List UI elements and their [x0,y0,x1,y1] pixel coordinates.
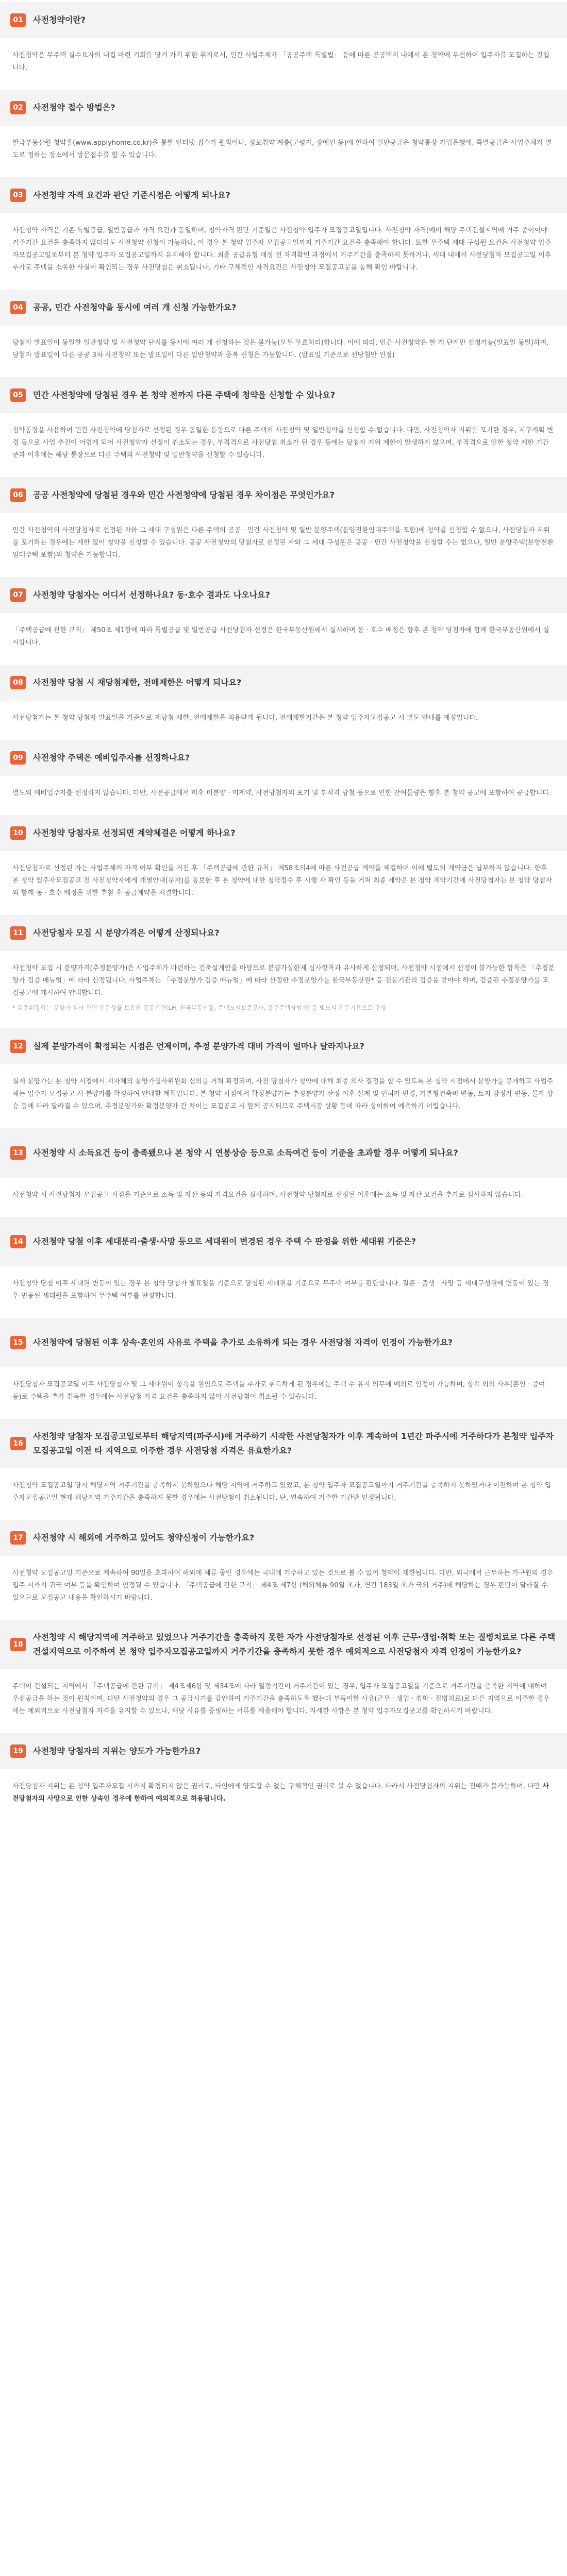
faq-answer [0,213,567,290]
faq-number-badge: 04 [10,301,26,314]
faq-question-text: 사전청약 주택은 예비입주자를 선정하나요? [33,753,190,762]
faq-question-bar[interactable] [0,665,567,701]
faq-answer-text: 한국부동산원 청약홈(www.applyhome.co.kr)을 통한 인터넷 접수가 원칙이나, 정보취약 계층(고령자, 장애인 등)에 한하여 일반공급은 청약통장 가입은행에, 특별공급은 사업주체가 별도로 정하는 장소에서 방문접수를 할 수 있습니다. [12,139,552,159]
faq-number-badge: 12 [10,1040,26,1053]
faq-question-text: 사전청약 당첨 이후 세대분리·출생·사망 등으로 세대원이 변경된 경우 주택 수 판정을 위한 세대원 기준은? [33,1236,416,1246]
faq-number-badge: 08 [10,676,26,689]
faq-answer-text: 「주택공급에 관한 규칙」 제50조 제1항에 따라 특별공급 및 일반공급 사전당첨자 선정은 한국부동산원에서 실시하며 동 · 호수 배정은 향후 본 청약 당첨자에 함께 한국부동산원에서 실시합니다. [12,626,549,647]
faq-question-text: 사전청약 당첨자는 어디서 선정하나요? 동·호수 결과도 나오나요? [33,590,270,600]
faq-answer [0,1064,567,1128]
faq-question-text: 사전청약 당첨자 모집공고일로부터 해당지역(파주시)에 거주하기 시작한 사전당첨자가 이후 계속하여 1년간 파주시에 거주하다가 본청약 입주자모집공고일 이전 타 지역으로 이주한 경우 사전당첨 자격은 유효한가요? [33,1431,554,1455]
faq-answer [0,513,567,577]
faq-item [0,1520,567,1620]
faq-answer-text: 사전청약은 무주택 실수요자의 내집 마련 기회를 당겨 가기 위한 취지로서, 민간 사업주체가 「공공주택 특별법」 등에 따른 공공택지 내에서 본 청약에 우선하여 입주자를 모집하는 것입니다. [12,52,549,72]
faq-question-bar[interactable] [0,290,567,326]
faq-question-bar[interactable] [0,815,567,851]
faq-answer [0,1669,567,1733]
faq-answer [0,851,567,915]
faq-question-text: 사전청약 시 해외에 거주하고 있어도 청약신청이 가능한가요? [33,1533,255,1543]
faq-question-bar[interactable] [0,377,567,413]
faq-question-text: 사전청약 당첨자의 지위는 양도가 가능한가요? [33,1746,201,1756]
faq-answer-text: 주택이 건설되는 지역에서 「주택공급에 관한 규칙」 제4조제6항 및 제34조에 따라 일정기간이 거주기간이 있는 경우, 입주자 모집공고일을 기준으로 거주기간을 충족한 지역에 대하여 우선공급을 하는 것이 원칙이며, 다만 사전청약의 경우 그 공급시기를 감안하여 거주기간을 충족하도록 했는데 부득이한 사유(근무 · 생업 · 취학 · 질병치료)로 다른 지역으로 이주한 경우에는 예외적으로 사전당첨자 자격을 유지할 수 있으나, 해당 사유를 증빙하는 서류를 제출해야 합니다. 자세한 사항은 본 청약 입주자모집공고를 확인하시기 바랍니다. [12,1683,550,1715]
faq-number-badge: 07 [10,588,26,602]
faq-question-text: 사전청약 당첨 시 재당첨제한, 전매제한은 어떻게 되나요? [33,677,242,687]
faq-item [0,1217,567,1318]
faq-number-badge: 05 [10,388,26,402]
faq-answer [0,1178,567,1217]
faq-item [0,915,567,1028]
faq-question-text: 공공 사전청약에 당첨된 경우와 민간 사전청약에 당첨된 경우 차이점은 무엇인가요? [33,490,335,500]
faq-answer-text: 당첨자 발표일이 동일한 일반청약 및 사전청약 단지를 동시에 여러 개 신청하는 것은 불가능(모두 무효처리)합니다. 이에 따라, 민간 사전청약은 한 개 단지만 신청가능(발표일 동일)하며, 당첨자 발표일이 다른 공공 3차 사전청약 또는 발표일이 다른 일반청약과 중복 신청은 가능합니다. (발표일 기준으로 선당첨만 인정) [12,339,549,359]
faq-answer-text: 사전당첨자 모집공고일 이후 사전당첨자 및 그 세대원이 상속을 원인으로 주택을 추가로 취득하게 된 경우에는 주택 수 유지 의무에 예외로 인정이 가능하며, 상속 외의 사유(혼인 · 증여 등)로 주택을 추가 취득한 경우에는 사전당첨 자격 요건을 충족하지 않아 사전당첨이 취소될 수 있습니다. [12,1381,545,1401]
faq-question-text: 민간 사전청약에 당첨된 경우 본 청약 전까지 다른 주택에 청약을 신청할 수 있나요? [33,390,336,400]
faq-question-bar[interactable] [0,1733,567,1769]
faq-answer-text: 사전당첨자 지위는 본 청약 입주자모집 시까지 확정되지 않은 권리로, 타인에게 양도할 수 없는 구체적인 권리로 볼 수 없습니다. 따라서 사전당첨자의 지위는 전매가 불가능하며, 다만 [12,1783,543,1790]
faq-number-badge: 02 [10,101,26,114]
faq-item [0,1028,567,1128]
faq-question-bar[interactable] [0,1028,567,1064]
faq-question-bar[interactable] [0,1318,567,1367]
faq-answer [0,613,567,665]
faq-item [0,1733,567,1821]
faq-number-badge: 11 [10,926,26,940]
faq-number-badge: 19 [10,1744,26,1758]
faq-item [0,2,567,90]
faq-number-badge: 06 [10,488,26,502]
faq-question-text: 사전청약 자격 요건과 판단 기준시점은 어떻게 되나요? [33,190,230,200]
faq-answer [0,1266,567,1318]
faq-number-badge: 09 [10,751,26,765]
faq-answer-text: 민간 사전청약의 사전당첨자로 선정된 자와 그 세대 구성원은 다른 주택의 공공 · 민간 사전청약 및 일반 분양주택(분양전환임대주택을 포함)에 청약을 신청할 수 없으나, 사전당첨자 지위를 포기하는 경우에는 제한 없이 청약을 신청할 수 있습니다. 공공 사전청약의 당첨자로 선정된 자와 그 세대 구성원은 공공 · 민간 사전청약을 신청할 수는 없으나, 일반 분양주택(분양전환 임대주택 포함)의 청약은 가능합니다. [12,527,554,559]
faq-question-text: 사전청약 시 소득요건 등이 충족됐으나 본 청약 시 연봉상승 등으로 소득여건 등이 기준을 초과할 경우 어떻게 되나요? [33,1148,458,1158]
faq-number-badge: 18 [10,1638,26,1651]
faq-question-bar[interactable] [0,915,567,951]
faq-item [0,815,567,915]
faq-item [0,1620,567,1733]
faq-question-bar[interactable] [0,577,567,613]
faq-question-bar[interactable] [0,2,567,38]
faq-question-bar[interactable] [0,1520,567,1556]
faq-item [0,1318,567,1419]
faq-question-bar[interactable] [0,477,567,513]
faq-answer-text: 별도의 예비입주자를 선정하지 않습니다. 다만, 사전공급에서 미후 미분양 · 미계약, 사전당첨자의 포기 및 부적격 당첨 등으로 인한 잔여물량은 향후 본 청약 공고에 포함하여 공급합니다. [12,789,551,797]
faq-answer-text: 사전당첨자로 선정된 자는 사업주체의 자격 여부 확인을 거친 후 「주택공급에 관한 규칙」 제58조의4에 따른 사전공급 계약을 체결하며 이에 별도의 계약금은 납부하지 않습니다. 향후 본 청약 입주자모집공고 전 사전청약자에게 개별안내(문자)를 통보한 후 본 청약에 대한 청약접수 후 시행 자 확인 등을 거쳐 최종 계약은 본 청약 계약기간에 사전당첨자는 본 청약 당첨자와 함께 동 · 호수 배정을 위한 추첨 후 공급계약을 체결합니다. [12,865,552,897]
faq-item [0,577,567,665]
faq-answer [0,38,567,90]
faq-question-text: 실제 분양가격이 확정되는 시점은 언제이며, 추정 분양가격 대비 가격이 얼마나 달라지나요? [33,1041,364,1051]
faq-answer [0,1367,567,1419]
faq-item [0,90,567,177]
faq-question-bar[interactable] [0,1620,567,1669]
faq-answer-note: * 검증위원회는 분양가 심사 관련 전문성을 보유한 공공기관(LH, 한국부동산원, 주택도시보증공사, 공공주택사업자) 등 별도의 전문기관으로 구성 [12,1004,387,1011]
faq-answer-text: 사전청약 당첨 이후 세대원 변동이 있는 경우 본 청약 당첨자 발표일을 기준으로 당첨된 세대원을 기준으로 무주택 여부를 판단합니다. 결혼 · 출생 · 사망 등 세대구성원에 변동이 있는 경우 변동된 세대원을 포함하여 무주택 여부를 판정합니다. [12,1280,549,1300]
faq-answer-text: 사전청약 시 사전당첨자 모집공고 시점을 기준으로 소득 및 자산 등의 자격요건을 심사하며, 사전청약 당첨자로 선정된 이후에는 소득 및 자산 요건을 추가로 심사하지 않습니다. [12,1191,523,1199]
faq-item [0,740,567,815]
faq-question-text: 사전당첨자 모집 시 분양가격은 어떻게 산정되나요? [33,928,220,938]
faq-question-bar[interactable] [0,90,567,126]
faq-question-text: 사전청약 접수 방법은? [33,103,115,112]
faq-question-bar[interactable] [0,1128,567,1178]
faq-item [0,477,567,577]
faq-question-bar[interactable] [0,740,567,776]
faq-number-badge: 01 [10,13,26,27]
faq-question-text: 사전청약에 당첨된 이후 상속·혼인의 사유로 주택을 추가로 소유하게 되는 경우 사전당첨 자격이 인정이 가능한가요? [33,1337,453,1347]
faq-question-bar[interactable] [0,1217,567,1266]
faq-answer [0,326,567,377]
faq-question-text: 사전청약 당첨자로 선정되면 계약체결은 어떻게 하나요? [33,828,236,838]
faq-answer-text: 청약통장을 사용하여 민간 사전청약에 당첨자로 선정된 경우 동일한 통장으로 다른 주택의 사전청약 및 일반청약을 신청할 수 없습니다. 다만, 사전청약자 지위를 포기한 경우, 지구계획 변경 등으로 사업 추진이 어렵게 되어 사전청약자 선정이 취소되는 경우, 부적격으로 사전당첨 취소가 된 경우 등에는 당첨자 지위 제한이 발생하지 않으며, 부적격으로 인한 청약 제한 기간 준과 이후에는 해당 통장으로 다른 주택의 사전청약 및 일반청약을 신청할 수 있습니다. [12,427,554,459]
faq-number-badge: 03 [10,189,26,202]
faq-number-badge: 17 [10,1531,26,1545]
faq-number-badge: 13 [10,1146,26,1160]
faq-answer [0,776,567,815]
faq-answer-text: 사전청약 자격은 기존 특별공급, 일반공급과 자격 요건과 동일하며, 청약자격 판단 기준일은 사전청약 입주자 모집공고일입니다. 사전청약 자격(예비 해당 주택건설지역에 거주 중이어야 거주기간 요건을 충족하지 않더라도 사전청약 신청이 가능하나, 이 경우 본 청약 입주자 모집공고일까지 거주기간 요건을 충족해야 합니다. 또한 무주택 세대 구성원 요건은 사전청약 입주자모집공고일로부터 본 청약 입주자 모집공고일까지 유지해야 합니다. 최종 공급유형 배정 전 자격확인 과정에서 거주기간을 충족하지 못하거나, 세대 내에서 사전당첨자 모집공고일 이후 추가로 주택을 소유한 사실이 확인되는 경우 사전당첨은 취소됩니다. 기타 구체적인 자격요건은 사전청약 모집공고문을 통해 확인 바랍니다. [12,227,552,272]
faq-item [0,1419,567,1520]
faq-item [0,177,567,290]
faq-answer [0,413,567,477]
faq-answer [0,1556,567,1620]
faq-answer [0,1468,567,1520]
faq-answer-text: 사전청약 모집공고일 당시 해당지역 거주기간을 충족하지 못하였으나 해당 지역에 거주하고 있었고, 본 청약 입주자 모집공고일까지 거주기간을 충족하지 못하였거나 이전하여 본 청약 입주자모집공고일 현재 해당지역 거주기간을 충족하지 못한 경우에는 사전당첨이 취소됩니다. 단, 연속하여 거주한 기간만 인정됩니다. [12,1482,552,1502]
faq-item [0,665,567,740]
faq-answer [0,126,567,177]
faq-question-bar[interactable] [0,177,567,213]
faq-answer-text: 실제 분양가는 본 청약 시점에서 지자체의 분양가심사위원회 심의를 거쳐 확정되며, 사전 당첨자가 청약에 대해 최종 의사 결정을 할 수 있도록 본 청약 시점에서 분양가를 공개하고 사업주체는 입주자 모집공고 시 분양가를 확정하여 안내할 계획입니다. 본 청약 시점에서 확정분양가는 추정분양가 산정 이후 설계 및 인허가 변경, 기본형건축비 변동, 토지 감정가 변동, 물가 상승 등에 따라 달라질 수 있으며, 추정분양가와 확정분양가 간 차이는 모집공고 시 함께 공지되므로 주택시장 상황 등에 따라 상이하여 예측하기 어렵습니다. [12,1078,554,1110]
faq-number-badge: 10 [10,826,26,840]
faq-answer [0,951,567,1028]
faq-answer-text: 사전청약 모집공고일 기준으로 계속하여 90일을 초과하여 해외에 체류 중인 경우에는 국내에 거주하고 있는 것으로 볼 수 없어 청약이 제한됩니다. 다만, 외국에서 근무하는 가구원의 경우 입주 시까지 귀국 여부 등을 확인하여 인정될 수 있습니다. 「주택공급에 관한 규칙」 제4조 제7항 (해외체류 90일 초과, 연간 183일 초과 국외 거주)에 해당하는 경우 판단이 달라질 수 있으므로 모집공고 내용을 확인하시기 바랍니다. [12,1569,554,1602]
faq-answer-text: 사전청약 모집 시 분양가격(추정분양가)은 사업주체가 마련하는 건축설계안을 바탕으로 분양가상한제 심사항목과 유사하게 산정되며, 사전청약 시점에서 산정이 불가능한 항목은 「추정분양가 검증 매뉴얼」에 따라 산정됩니다. 사업주체는 「추정분양가 검증 매뉴얼」에 따라 산정한 추정분양가를 한국부동산원* 등 전문기관의 검증을 받아야 하며, 검증된 추정분양가를 모집공고에 게시하여 안내합니다. [12,964,555,997]
faq-item [0,377,567,477]
faq-question-text: 공공, 민간 사전청약을 동시에 여러 개 신청 가능한가요? [33,302,237,312]
faq-answer [0,1769,567,1821]
faq-answer [0,701,567,740]
faq-answer-emphasis: 사전당첨자의 사망으로 인한 상속인 경우에 한하여 예외적으로 허용됩니다. [12,1783,549,1803]
faq-answer-text: 사전당첨자는 본 청약 당첨자 발표일을 기준으로 재당첨 제한, 전매제한을 적용받게 됩니다. 전매제한기간은 본 청약 입주자모집공고 시 별도 안내를 예정입니다. [12,714,478,722]
faq-question-text: 사전청약 시 해당지역에 거주하고 있었으나 거주기간을 충족하지 못한 자가 사전당첨자로 선정된 이후 근무·생업·취학 또는 질병치료로 다른 주택건설지역으로 이주하여 본 청약 입주자모집공고일까지 거주기간을 충족하지 못한 경우 예외적으로 사전당첨자 자격 인정이 가능한가요? [33,1632,556,1656]
faq-number-badge: 15 [10,1336,26,1349]
faq-item [0,290,567,377]
faq-number-badge: 14 [10,1235,26,1248]
faq-number-badge: 16 [10,1437,26,1450]
faq-item [0,1128,567,1217]
faq-question-bar[interactable] [0,1419,567,1468]
faq-question-text: 사전청약이란? [33,15,86,25]
